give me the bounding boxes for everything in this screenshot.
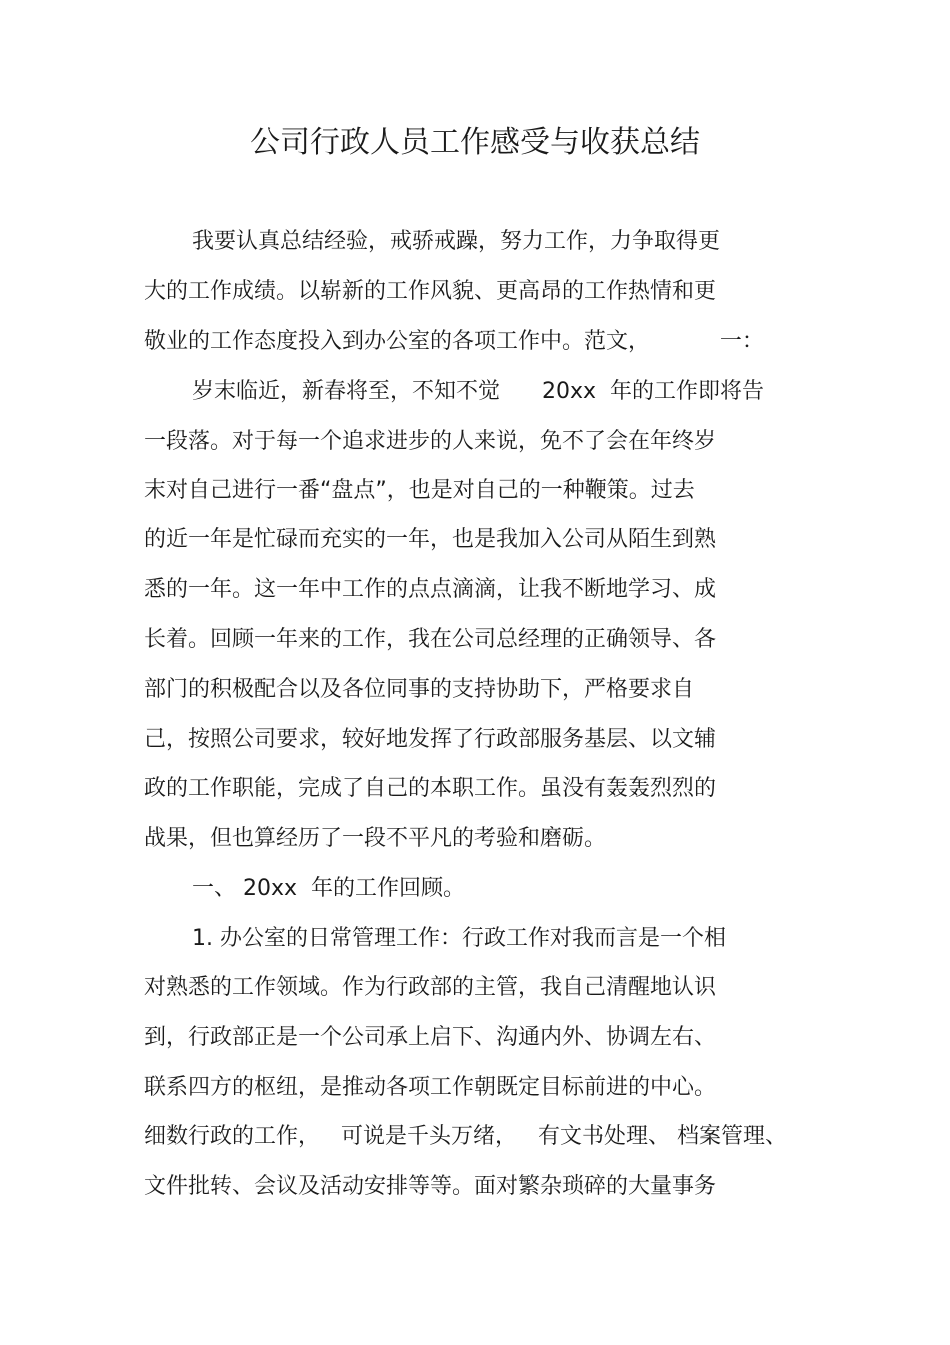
paragraph-line: 到，行政部正是一个公司承上启下、沟通内外、协调左右、 — [144, 1025, 717, 1050]
paragraph-line: 对熟悉的工作领域。作为行政部的主管，我自己清醒地认识 — [144, 975, 717, 1000]
paragraph-line: 文件批转、会议及活动安排等等。面对繁杂琐碎的大量事务 — [144, 1174, 717, 1199]
document-title: 公司行政人员工作感受与收获总结 — [250, 125, 700, 160]
paragraph-line: 我要认真总结经验，戒骄戒躁，努力工作，力争取得更 — [192, 229, 721, 254]
paragraph-line: 悉的一年。这一年中工作的点点滴滴，让我不断地学习、成 — [144, 577, 717, 602]
paragraph-line: 己，按照公司要求，较好地发挥了行政部服务基层、以文辅 — [144, 727, 717, 752]
paragraph-line: 1. 办公室的日常管理工作：行政工作对我而言是一个相 — [192, 926, 726, 951]
paragraph-line: 长着。回顾一年来的工作，我在公司总经理的正确领导、各 — [144, 627, 717, 652]
paragraph-line: 一段落。对于每一个追求进步的人来说，免不了会在年终岁 — [144, 429, 717, 454]
paragraph-line: 部门的积极配合以及各位同事的支持协助下，严格要求自 — [144, 677, 695, 702]
paragraph-line: 政的工作职能，完成了自己的本职工作。虽没有轰轰烈烈的 — [144, 776, 717, 801]
paragraph-line: 细数行政的工作， 可说是千头万绪， 有文书处理、 档案管理、 — [144, 1124, 787, 1149]
section-heading: 一、 20xx 年的工作回顾。 — [192, 876, 466, 901]
paragraph-line: 的近一年是忙碌而充实的一年，也是我加入公司从陌生到熟 — [144, 527, 717, 552]
paragraph-line: 联系四方的枢纽，是推动各项工作朝既定目标前进的中心。 — [144, 1075, 717, 1100]
paragraph-line: 大的工作成绩。以崭新的工作风貌、更高昂的工作热情和更 — [144, 279, 717, 304]
paragraph-line: 末对自己进行一番“盘点”，也是对自己的一种鞭策。过去 — [144, 478, 695, 503]
paragraph-line: 战果，但也算经历了一段不平凡的考验和磨砺。 — [144, 826, 607, 851]
paragraph-line: 敬业的工作态度投入到办公室的各项工作中。范文， 一： — [144, 329, 764, 354]
paragraph-line: 岁末临近，新春将至，不知不觉 20xx 年的工作即将告 — [192, 379, 764, 404]
